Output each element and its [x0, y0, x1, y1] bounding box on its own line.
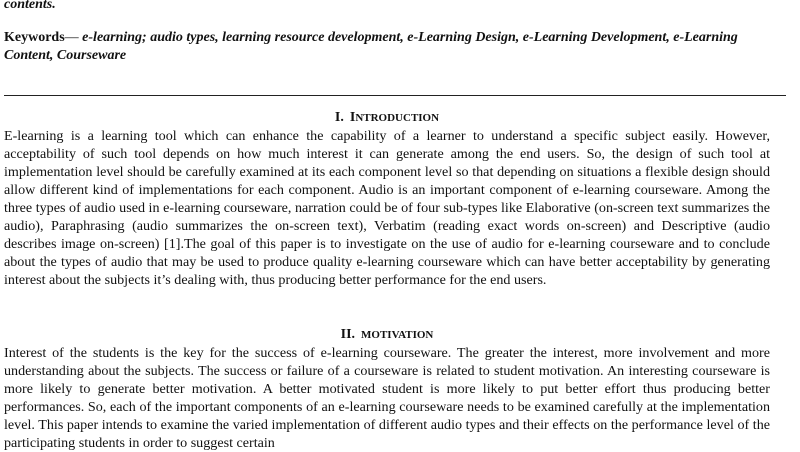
keywords-text: e-learning; audio types, learning resource development, e-Learning Design, e-Learning Development, e-Learning Content, Courseware [4, 29, 738, 63]
keywords-paragraph [4, 29, 770, 65]
introduction-title-initial: I [349, 110, 356, 125]
introduction-title-rest: NTRODUCTION [355, 112, 440, 124]
keywords-label: Keywords [4, 29, 65, 45]
introduction-body: E-learning is a learning tool which can enhance the capability of a learner to understand a specific subject easily. However, acceptability of such tool depends on how much interest it can generate among the end users. So, the design of such tool at implementation level should be carefully examined at its each component level so that depending on situations a flexible design should allow different kind of implementations for each component. Audio is an important component of e-learning courseware. Among the three types of audio used in e-learning courseware, narration could be of four sub-types like Elaborative (on-screen text summarizes the audio), Paraphrasing (audio summarizes the on-screen text), Verbatim (reading exact words on-screen) and Descriptive (audio describes image on-screen) [1].The goal of this paper is to investigate on the use of audio for e-learning courseware and to conclude about the types of audio that may be used to produce quality e-learning courseware which can have better acceptability by generating interest about the subjects it’s dealing with, thus producing better performance for the end users. [4, 128, 770, 288]
motivation-heading [4, 326, 770, 344]
paper-page [4, 0, 770, 451]
motivation-number: II. [340, 327, 356, 342]
introduction-number: I. [334, 110, 344, 125]
motivation-body: Interest of the students is the key for the success of e-learning courseware. The greater the interest, more involvement and more understanding about the subjects. The success or failure of a courseware is related to student motivation. An interesting courseware is more likely to generate better motivation. A better motivated student is more likely to put better effort thus producing better performances. So, each of the important components of an e-learning courseware needs to be examined carefully at the implementation level. This paper intends to examine the varied implementation of different audio types and their effects on the performance level of the participating students in order to suggest certain [4, 345, 770, 451]
keywords-dash: — [64, 29, 83, 45]
motivation-title: MOTIVATION [361, 329, 434, 341]
introduction-heading [4, 109, 770, 127]
section-divider [4, 95, 786, 96]
abstract-tail-text: contents. [4, 0, 56, 12]
